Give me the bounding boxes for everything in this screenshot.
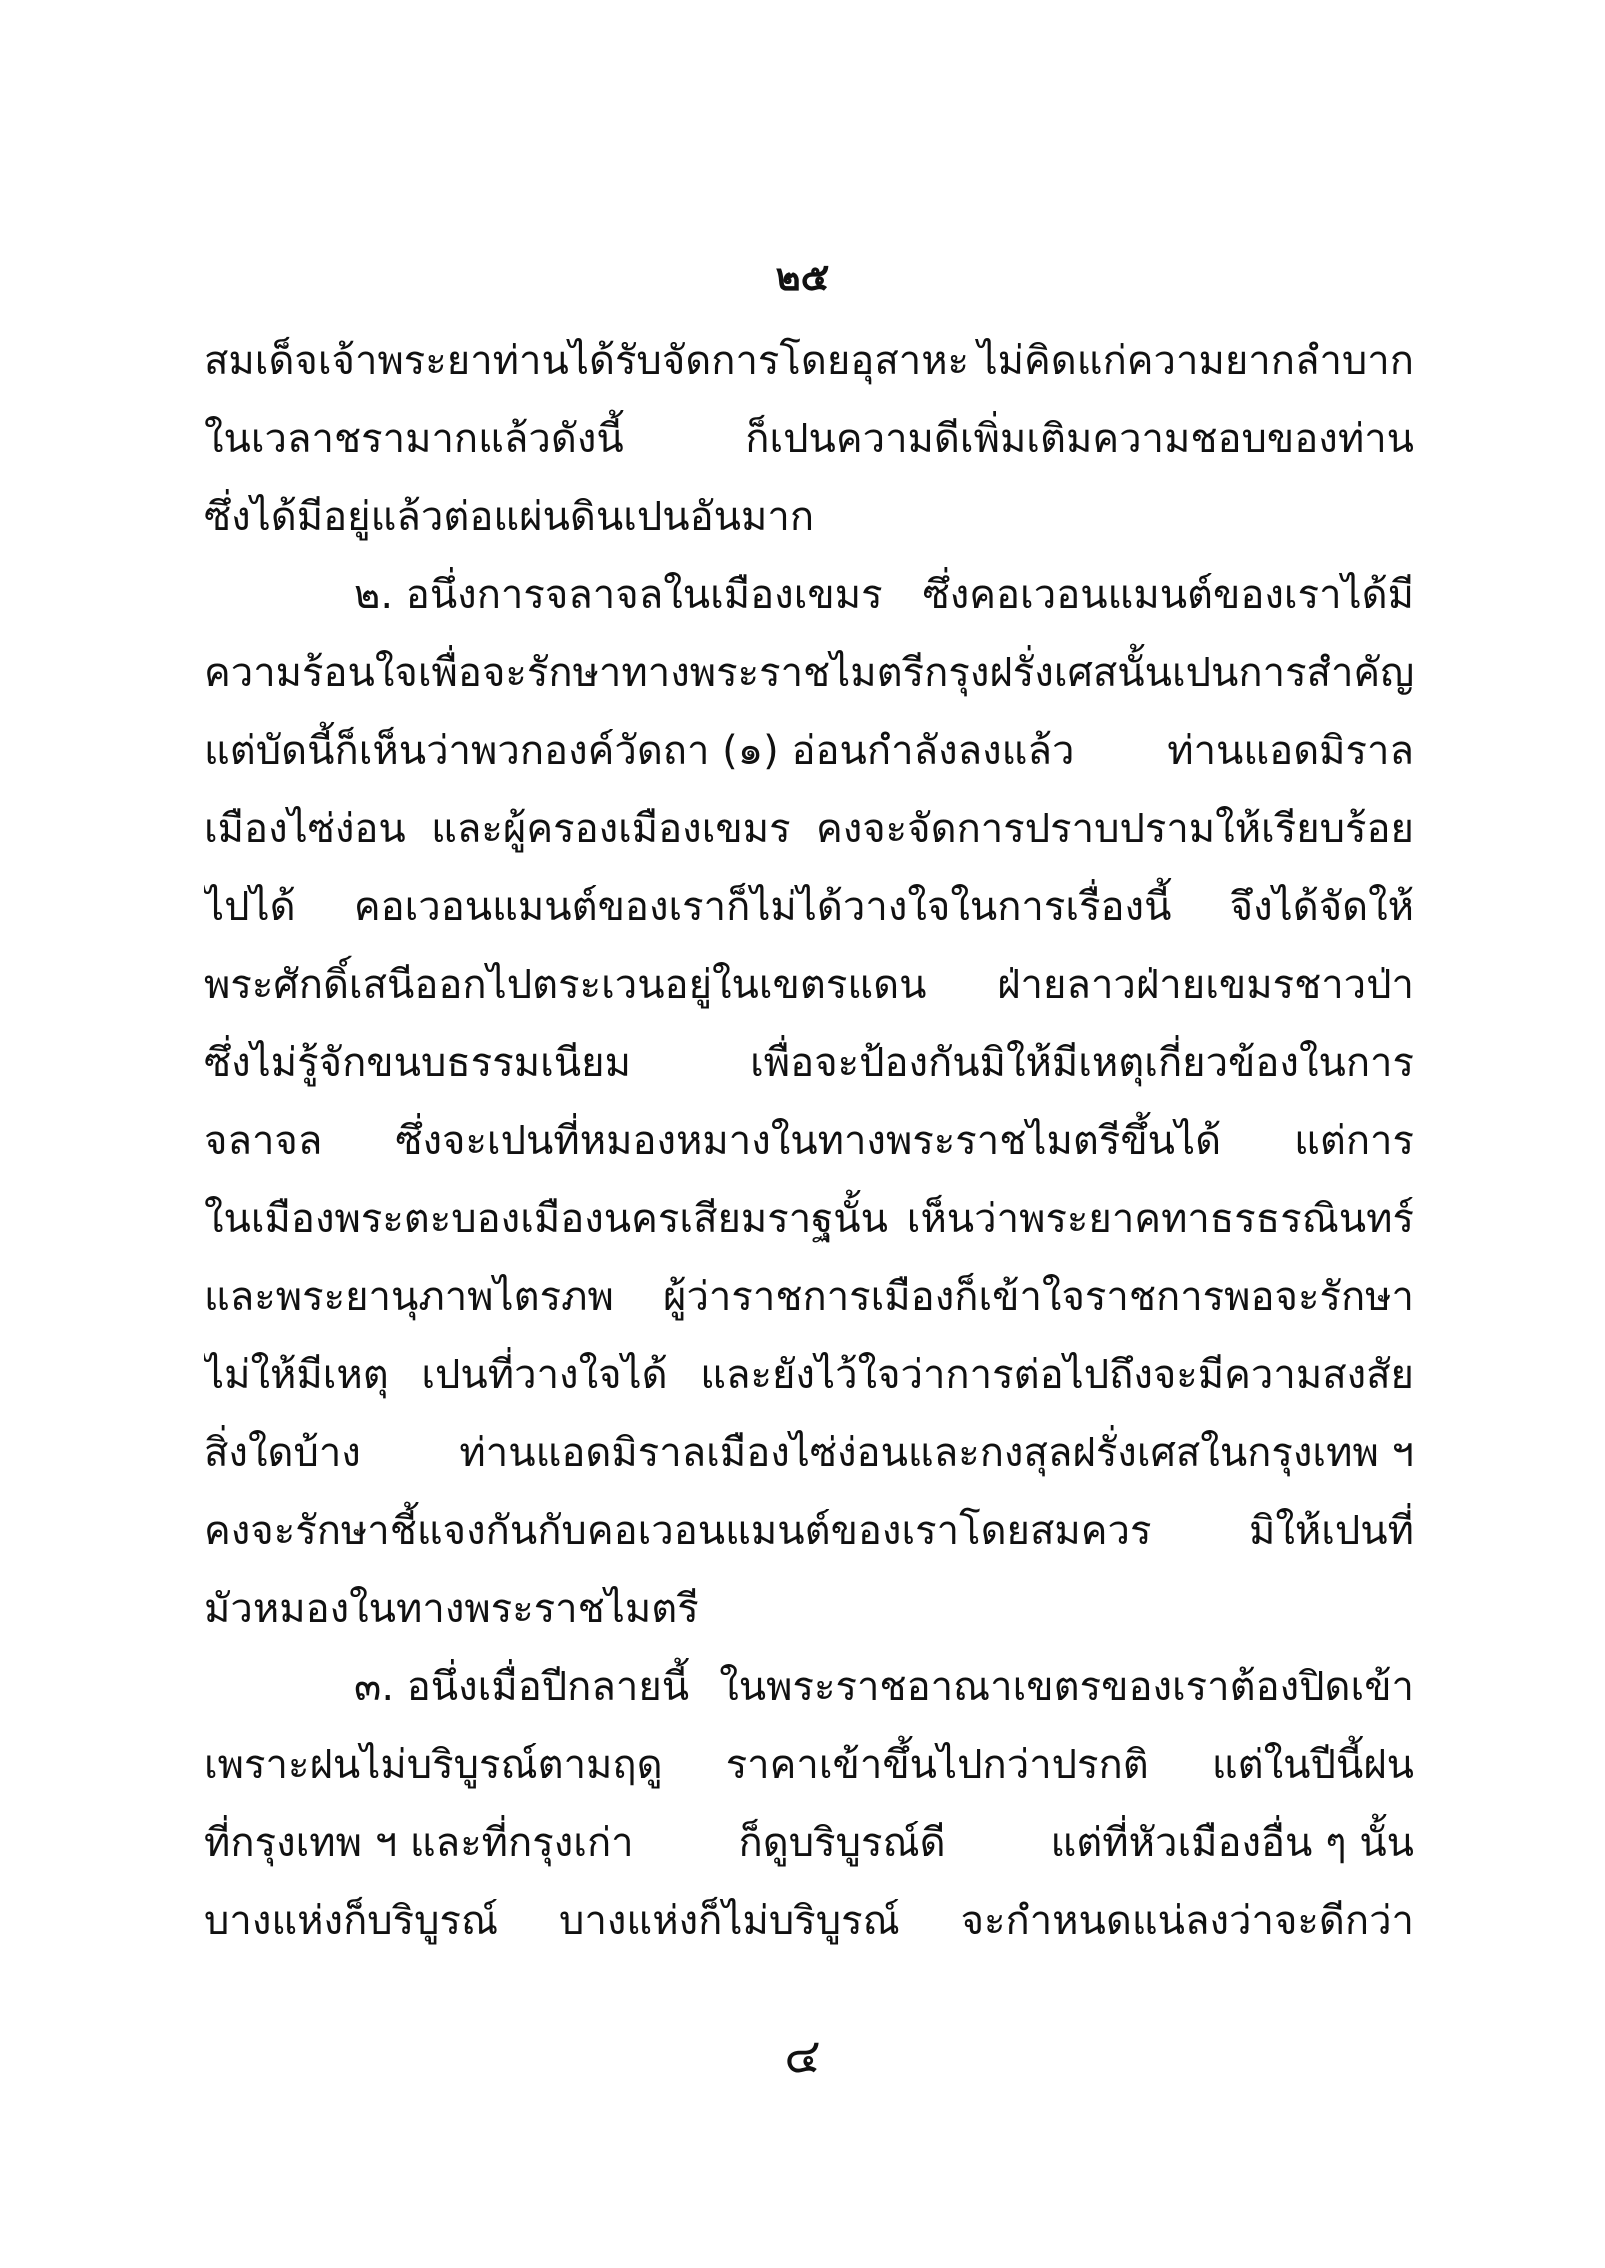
- text-segment: ซึ่งจะเปนที่หมองหมางในทางพระราชไมตรีขึ้นได้: [395, 1118, 1222, 1164]
- signature-mark: ๔: [784, 2028, 821, 2084]
- text-segment: เพื่อจะรักษาทางพระราชไมตรีกรุงฝรั่งเศสนั้นเปนการสำคัญ: [417, 650, 1414, 696]
- text-line: [204, 1180, 1414, 1258]
- text-segment: ซึ่งได้มีอยู่แล้วต่อแผ่นดินเปนอันมาก: [204, 494, 815, 540]
- text-segment: แต่การ: [1294, 1118, 1414, 1164]
- text-segment: ๓. อนึ่งเมื่อปีกลายนี้: [354, 1664, 690, 1710]
- text-segment: บางแห่งก็ไม่บริบูรณ์: [559, 1898, 900, 1944]
- text-segment: พระศักดิ์เสนีออกไปตระเวนอยู่ในเขตรแดน: [204, 962, 927, 1008]
- body-text: [204, 322, 1414, 1960]
- text-line: [204, 1336, 1414, 1414]
- text-segment: ความร้อนใจ: [204, 650, 418, 696]
- text-line: [204, 1726, 1414, 1804]
- text-segment: คอเวอนแมนต์ของเราก็ไม่ได้วางใจในการเรื่องนี้: [353, 884, 1172, 930]
- text-segment: เห็นว่าพระยาคทาธรธรณินทร์: [906, 1196, 1414, 1242]
- text-segment: ในเมืองพระตะบองเมืองนครเสียมราฐนั้น: [204, 1196, 888, 1242]
- text-line: [204, 1882, 1414, 1960]
- text-line: [204, 1258, 1414, 1336]
- text-segment: ก็เปนความดีเพิ่มเติมความชอบของท่าน: [745, 416, 1414, 462]
- text-line: [204, 1492, 1414, 1570]
- text-segment: คงจะจัดการปราบปรามให้เรียบร้อย: [815, 806, 1414, 852]
- text-segment: เมืองไซ่ง่อน: [204, 806, 406, 852]
- text-segment: เพราะฝนไม่บริบูรณ์ตามฤดู: [204, 1742, 663, 1788]
- text-line: [204, 1804, 1414, 1882]
- text-line: [204, 1414, 1414, 1492]
- page-number: ๒๕: [775, 255, 830, 299]
- text-line: [204, 322, 1414, 400]
- text-line: [204, 1102, 1414, 1180]
- text-segment: ฝ่ายลาวฝ่ายเขมรชาวป่า: [997, 962, 1414, 1008]
- paragraph-start-line: [204, 556, 1414, 634]
- text-segment: คงจะรักษาชี้แจงกันกับคอเวอนแมนต์ของเราโดยสมควร: [204, 1508, 1152, 1554]
- text-line: [204, 868, 1414, 946]
- text-line: [204, 790, 1414, 868]
- text-segment: และพระยานุภาพไตรภพ: [204, 1274, 614, 1320]
- text-segment: และยังไว้ใจว่าการต่อไปถึงจะมีความสงสัย: [700, 1352, 1414, 1398]
- text-segment: ท่านแอดมิราลเมืองไซ่ง่อนและกงสุลฝรั่งเศสในกรุงเทพ ฯ: [459, 1430, 1414, 1476]
- text-segment: ท่านแอดมิราล: [1167, 728, 1414, 774]
- text-segment: ราคาเข้าขึ้นไปกว่าปรกติ: [725, 1742, 1149, 1788]
- text-segment: ไม่ให้มีเหตุ: [204, 1352, 389, 1398]
- paragraph-start-line: [204, 1648, 1414, 1726]
- text-segment: ซึ่งไม่รู้จักขนบธรรมเนียม: [204, 1040, 631, 1086]
- text-segment: ซึ่งคอเวอนแมนต์ของเราได้มี: [922, 572, 1414, 618]
- text-segment: ผู้ว่าราชการเมืองก็เข้าใจราชการพอจะรักษา: [663, 1274, 1414, 1320]
- text-segment: ๒. อนึ่งการจลาจลในเมืองเขมร: [354, 572, 883, 618]
- text-segment: มิให้เปนที่: [1248, 1508, 1414, 1554]
- text-segment: ที่กรุงเทพ ฯ และที่กรุงเก่า: [204, 1820, 634, 1866]
- text-segment: ไม่คิดแก่ความยากลำบาก: [977, 338, 1414, 384]
- text-segment: เพื่อจะป้องกันมิให้มีเหตุเกี่ยวข้องในการ: [750, 1040, 1414, 1086]
- text-segment: ไปได้: [204, 884, 296, 930]
- text-line: [204, 478, 1414, 556]
- text-segment: แต่ในปีนี้ฝน: [1211, 1742, 1414, 1788]
- text-segment: แต่บัดนี้ก็เห็นว่าพวกองค์วัดถา (๑) อ่อนกำลังลงแล้ว: [204, 728, 1075, 774]
- text-line: [204, 634, 1414, 712]
- text-line: [204, 1570, 1414, 1648]
- text-segment: ก็ดูบริบูรณ์ดี: [738, 1820, 946, 1866]
- text-segment: เปนที่วางใจได้: [421, 1352, 668, 1398]
- text-segment: สมเด็จเจ้าพระยาท่านได้รับจัดการโดยอุสาหะ: [204, 338, 970, 384]
- text-segment: ในเวลาชรามากแล้วดังนี้: [204, 416, 624, 462]
- text-segment: จึงได้จัดให้: [1229, 884, 1414, 930]
- text-segment: บางแห่งก็บริบูรณ์: [204, 1898, 499, 1944]
- text-segment: แต่ที่หัวเมืองอื่น ๆ นั้น: [1050, 1820, 1414, 1866]
- text-line: [204, 712, 1414, 790]
- text-segment: จะกำหนดแน่ลงว่าจะดีกว่า: [960, 1898, 1414, 1944]
- text-line: [204, 400, 1414, 478]
- text-line: [204, 1024, 1414, 1102]
- text-segment: จลาจล: [204, 1118, 323, 1164]
- text-segment: มัวหมองในทางพระราชไมตรี: [204, 1586, 699, 1632]
- text-segment: และผู้ครองเมืองเขมร: [431, 806, 791, 852]
- text-line: [204, 946, 1414, 1024]
- text-segment: ในพระราชอาณาเขตรของเราต้องปิดเข้า: [719, 1664, 1414, 1710]
- text-segment: สิ่งใดบ้าง: [204, 1430, 361, 1476]
